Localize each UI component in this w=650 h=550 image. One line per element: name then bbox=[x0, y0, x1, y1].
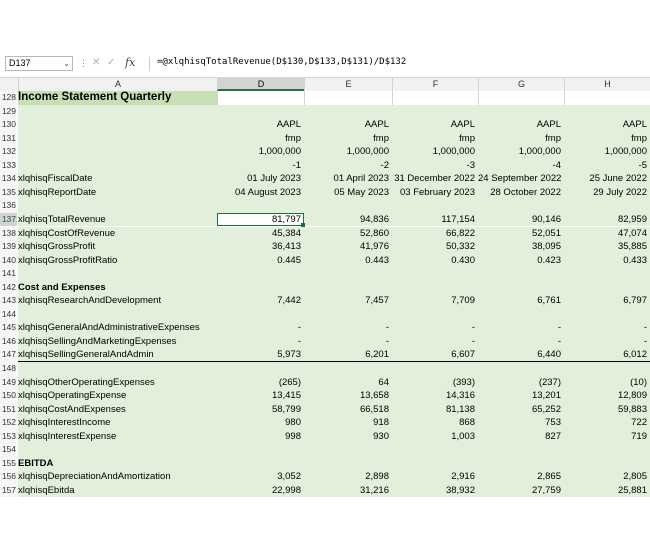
row-number[interactable]: 149 bbox=[0, 376, 17, 390]
cell-f[interactable]: 81,138 bbox=[445, 403, 475, 415]
table-row bbox=[0, 430, 650, 444]
table-row bbox=[0, 362, 650, 376]
cell-e[interactable]: 31,216 bbox=[359, 484, 389, 496]
cell-a[interactable] bbox=[18, 105, 217, 119]
cancel-icon[interactable]: ✕ bbox=[92, 57, 101, 68]
cell-a[interactable]: xlqhisqInterestExpense bbox=[18, 430, 117, 442]
formula-bar bbox=[0, 54, 650, 74]
table-row bbox=[0, 227, 650, 241]
cell-h[interactable] bbox=[564, 199, 650, 213]
cell-e[interactable]: - bbox=[385, 322, 389, 334]
cell-a[interactable]: xlqhisqCostAndExpenses bbox=[18, 403, 126, 415]
cell-e[interactable]: 52,860 bbox=[359, 227, 389, 239]
cell-f[interactable] bbox=[392, 457, 478, 471]
cell-h[interactable] bbox=[564, 105, 650, 119]
cell-f[interactable]: 31 December 2022 bbox=[394, 173, 475, 185]
cell-a[interactable] bbox=[18, 267, 217, 281]
cell-a[interactable]: Cost and Expenses bbox=[18, 281, 106, 293]
cell-e[interactable]: fmp bbox=[373, 132, 389, 144]
cell-e[interactable]: 41,976 bbox=[359, 241, 389, 253]
cell-h[interactable]: 25 June 2022 bbox=[589, 173, 647, 185]
cell-a[interactable]: xlqhisqDepreciationAndAmortization bbox=[18, 471, 171, 483]
cell-h[interactable]: 25,881 bbox=[617, 484, 647, 496]
cell-a[interactable]: xlqhisqGrossProfit bbox=[18, 241, 96, 253]
table-row bbox=[0, 416, 650, 430]
cell-a[interactable]: xlqhisqCostOfRevenue bbox=[18, 227, 116, 239]
cell-a[interactable] bbox=[18, 308, 217, 322]
cell-f[interactable] bbox=[392, 443, 478, 457]
table-row bbox=[0, 132, 650, 146]
row-number[interactable]: 144 bbox=[0, 308, 17, 322]
cell-f[interactable]: - bbox=[471, 335, 475, 347]
table-row bbox=[0, 254, 650, 268]
row-number[interactable]: 157 bbox=[0, 484, 17, 498]
formula-bar-divider bbox=[149, 57, 150, 71]
table-row bbox=[0, 308, 650, 322]
cell-h[interactable] bbox=[564, 457, 650, 471]
cell-e[interactable]: 94,836 bbox=[359, 213, 389, 225]
cell-g[interactable]: 52,051 bbox=[531, 227, 561, 239]
cell-g[interactable]: 827 bbox=[545, 430, 561, 442]
row-number[interactable]: 129 bbox=[0, 105, 17, 119]
row-number[interactable]: 135 bbox=[0, 186, 17, 200]
cell-g[interactable]: 27,759 bbox=[531, 484, 561, 496]
table-row bbox=[0, 335, 650, 349]
table-row bbox=[0, 403, 650, 417]
cell-h[interactable] bbox=[564, 308, 650, 322]
cell-d[interactable] bbox=[217, 281, 304, 295]
cell-f[interactable] bbox=[392, 281, 478, 295]
cell-d[interactable] bbox=[217, 362, 304, 376]
column-header-d[interactable]: D bbox=[217, 78, 304, 91]
cell-g[interactable]: 65,252 bbox=[531, 403, 561, 415]
cell-e[interactable]: 64 bbox=[378, 376, 389, 388]
cell-d[interactable]: - bbox=[297, 335, 301, 347]
cell-g[interactable]: - bbox=[557, 335, 561, 347]
cell-d[interactable]: 5,973 bbox=[277, 349, 301, 361]
cell-g[interactable]: 24 September 2022 bbox=[478, 173, 562, 185]
cell-d[interactable]: 0.445 bbox=[277, 254, 301, 266]
cell-a[interactable] bbox=[18, 145, 217, 159]
cell-h[interactable] bbox=[564, 281, 650, 295]
cell-g[interactable]: 2,865 bbox=[537, 471, 561, 483]
row-number[interactable]: 132 bbox=[0, 145, 17, 159]
row-number[interactable]: 145 bbox=[0, 321, 17, 335]
cell-f[interactable]: 7,709 bbox=[451, 295, 475, 307]
cell-g[interactable] bbox=[478, 91, 564, 105]
cell-e[interactable] bbox=[304, 281, 392, 295]
cell-d[interactable]: 998 bbox=[285, 430, 301, 442]
cell-h[interactable]: (10) bbox=[630, 376, 647, 388]
cell-f[interactable]: 14,316 bbox=[445, 390, 475, 402]
table-row bbox=[0, 281, 650, 295]
cell-f[interactable]: 868 bbox=[459, 417, 475, 429]
cell-f[interactable]: 38,932 bbox=[445, 484, 475, 496]
cell-f[interactable]: 1,003 bbox=[451, 430, 475, 442]
chevron-down-icon[interactable]: ⌄ bbox=[63, 59, 70, 68]
cell-e[interactable] bbox=[304, 267, 392, 281]
cell-e[interactable] bbox=[304, 443, 392, 457]
table-row bbox=[0, 172, 650, 186]
table-row bbox=[0, 294, 650, 308]
table-row bbox=[0, 457, 650, 471]
selected-cell[interactable]: 81,797 bbox=[217, 213, 304, 227]
cell-g[interactable]: 13,201 bbox=[531, 390, 561, 402]
cell-d[interactable]: 22,998 bbox=[271, 484, 301, 496]
cell-a[interactable]: xlqhisqGrossProfitRatio bbox=[18, 254, 118, 266]
cell-f[interactable] bbox=[392, 91, 478, 105]
cell-e[interactable]: AAPL bbox=[364, 119, 389, 131]
cell-f[interactable]: 0.430 bbox=[451, 254, 475, 266]
cell-h[interactable]: 82,959 bbox=[617, 213, 647, 225]
more-options-icon[interactable]: ⋮ bbox=[79, 58, 88, 68]
enter-icon[interactable]: ✓ bbox=[107, 57, 116, 68]
cell-d[interactable]: AAPL bbox=[276, 119, 301, 131]
cell-d[interactable] bbox=[217, 199, 304, 213]
cell-h[interactable] bbox=[564, 362, 650, 376]
cell-h[interactable]: 6,797 bbox=[623, 295, 647, 307]
cell-e[interactable]: - bbox=[385, 335, 389, 347]
cell-d[interactable]: 980 bbox=[285, 417, 301, 429]
cell-d[interactable]: 13,415 bbox=[271, 390, 301, 402]
row-number[interactable]: 136 bbox=[0, 199, 17, 213]
row-number[interactable]: 139 bbox=[0, 240, 17, 254]
cell-e[interactable]: 930 bbox=[373, 430, 389, 442]
cell-g[interactable]: AAPL bbox=[536, 119, 561, 131]
cell-a[interactable] bbox=[18, 443, 217, 457]
cell-a[interactable]: xlqhisqTotalRevenue bbox=[18, 213, 106, 225]
cell-a[interactable] bbox=[18, 362, 217, 376]
cell-a[interactable] bbox=[18, 199, 217, 213]
name-box-value: D137 bbox=[9, 58, 31, 68]
cell-e[interactable]: 2,898 bbox=[365, 471, 389, 483]
table-row bbox=[0, 267, 650, 281]
cell-d[interactable]: 01 July 2023 bbox=[247, 173, 301, 185]
cell-e[interactable]: 7,457 bbox=[365, 295, 389, 307]
row-number[interactable]: 150 bbox=[0, 389, 17, 403]
cell-a[interactable] bbox=[18, 159, 217, 173]
cell-h[interactable]: 12,809 bbox=[617, 390, 647, 402]
row-number[interactable]: 146 bbox=[0, 335, 17, 349]
cell-d[interactable] bbox=[217, 91, 304, 105]
cell-a[interactable]: Income Statement Quarterly bbox=[18, 91, 172, 103]
cell-g[interactable] bbox=[478, 199, 564, 213]
row-number[interactable]: 140 bbox=[0, 254, 17, 268]
row-number[interactable]: 152 bbox=[0, 416, 17, 430]
cell-f[interactable]: (393) bbox=[452, 376, 475, 388]
row-number[interactable]: 137 bbox=[0, 213, 17, 227]
table-row bbox=[0, 376, 650, 390]
cell-e[interactable] bbox=[304, 457, 392, 471]
cell-h[interactable]: 719 bbox=[631, 430, 647, 442]
cell-g[interactable]: -4 bbox=[552, 159, 561, 171]
cell-f[interactable]: 2,916 bbox=[451, 471, 475, 483]
cell-g[interactable] bbox=[478, 362, 564, 376]
cell-d[interactable]: 45,384 bbox=[271, 227, 301, 239]
cell-a[interactable] bbox=[18, 118, 217, 132]
cell-a[interactable]: xlqhisqOperatingExpense bbox=[18, 390, 127, 402]
column-header-f[interactable]: F bbox=[392, 78, 478, 91]
cell-g[interactable]: 753 bbox=[545, 417, 561, 429]
row-number[interactable]: 141 bbox=[0, 267, 17, 281]
table-row bbox=[0, 186, 650, 200]
row-number[interactable]: 134 bbox=[0, 172, 17, 186]
select-all-corner[interactable] bbox=[0, 78, 17, 91]
cell-d[interactable]: 04 August 2023 bbox=[234, 186, 301, 198]
row-number[interactable]: 138 bbox=[0, 227, 17, 241]
cell-e[interactable]: 01 April 2023 bbox=[333, 173, 389, 185]
cell-e[interactable] bbox=[304, 308, 392, 322]
cell-e[interactable]: 918 bbox=[373, 417, 389, 429]
row-number[interactable]: 151 bbox=[0, 403, 17, 417]
row-number[interactable]: 143 bbox=[0, 294, 17, 308]
cell-e[interactable] bbox=[304, 105, 392, 119]
table-row bbox=[0, 199, 650, 213]
column-header-h[interactable]: H bbox=[564, 78, 650, 91]
cell-a[interactable]: xlqhisqSellingGeneralAndAdmin bbox=[18, 349, 154, 361]
table-row bbox=[0, 213, 650, 227]
row-number[interactable]: 148 bbox=[0, 362, 17, 376]
cell-f[interactable]: 50,332 bbox=[445, 241, 475, 253]
table-row bbox=[0, 470, 650, 484]
cell-f[interactable] bbox=[392, 105, 478, 119]
row-number[interactable]: 153 bbox=[0, 430, 17, 444]
cell-h[interactable]: - bbox=[643, 335, 647, 347]
column-header-g[interactable]: G bbox=[478, 78, 564, 91]
cell-g[interactable]: 0.423 bbox=[537, 254, 561, 266]
cell-h[interactable]: 29 July 2022 bbox=[593, 186, 647, 198]
cell-h[interactable]: 0.433 bbox=[623, 254, 647, 266]
cell-d[interactable] bbox=[217, 308, 304, 322]
table-row bbox=[0, 105, 650, 119]
cell-e[interactable]: -2 bbox=[380, 159, 389, 171]
table-row bbox=[0, 159, 650, 173]
cell-e[interactable]: 1,000,000 bbox=[346, 146, 389, 158]
column-headers bbox=[0, 77, 650, 92]
table-row bbox=[0, 145, 650, 159]
cell-g[interactable] bbox=[478, 281, 564, 295]
cell-g[interactable] bbox=[478, 267, 564, 281]
cell-h[interactable]: 722 bbox=[631, 417, 647, 429]
function-icon[interactable]: fx bbox=[125, 56, 136, 69]
cell-a[interactable]: EBITDA bbox=[18, 457, 54, 469]
cell-e[interactable] bbox=[304, 199, 392, 213]
cell-a[interactable]: xlqhisqSellingAndMarketingExpenses bbox=[18, 335, 177, 347]
cell-d[interactable]: fmp bbox=[285, 132, 301, 144]
formula-input[interactable]: =@xlqhisqTotalRevenue(D$130,D$133,D$131)/D$132 bbox=[157, 57, 407, 67]
cell-d[interactable] bbox=[217, 457, 304, 471]
cell-h[interactable]: 6,012 bbox=[623, 349, 647, 361]
row-number[interactable]: 142 bbox=[0, 281, 17, 295]
cell-h[interactable] bbox=[564, 267, 650, 281]
cell-h[interactable]: 2,805 bbox=[623, 471, 647, 483]
cell-h[interactable] bbox=[564, 91, 650, 105]
row-number[interactable]: 154 bbox=[0, 443, 17, 457]
cell-e[interactable] bbox=[304, 362, 392, 376]
cell-g[interactable]: fmp bbox=[545, 132, 561, 144]
cell-a[interactable]: xlqhisqGeneralAndAdministrativeExpenses bbox=[18, 322, 200, 334]
cell-g[interactable] bbox=[478, 457, 564, 471]
name-box[interactable] bbox=[5, 56, 73, 71]
cell-h[interactable]: - bbox=[643, 322, 647, 334]
cell-e[interactable]: 05 May 2023 bbox=[334, 186, 389, 198]
cell-f[interactable]: -3 bbox=[466, 159, 475, 171]
table-row bbox=[0, 348, 650, 362]
row-number[interactable]: 155 bbox=[0, 457, 17, 471]
table-row bbox=[0, 91, 650, 105]
column-header-a[interactable]: A bbox=[18, 78, 217, 91]
cell-g[interactable]: (237) bbox=[538, 376, 561, 388]
cell-d[interactable] bbox=[217, 267, 304, 281]
cell-a[interactable]: xlqhisqResearchAndDevelopment bbox=[18, 295, 162, 307]
cell-d[interactable]: 3,052 bbox=[277, 471, 301, 483]
cell-f[interactable]: 1,000,000 bbox=[432, 146, 475, 158]
cell-e[interactable]: 0.443 bbox=[365, 254, 389, 266]
cell-d[interactable]: - bbox=[297, 322, 301, 334]
cell-g[interactable]: 90,146 bbox=[531, 213, 561, 225]
cell-a[interactable]: xlqhisqOtherOperatingExpenses bbox=[18, 376, 155, 388]
row-number[interactable]: 130 bbox=[0, 118, 17, 132]
cell-f[interactable]: 6,607 bbox=[451, 349, 475, 361]
table-row bbox=[0, 240, 650, 254]
cell-h[interactable]: AAPL bbox=[622, 119, 647, 131]
table-row bbox=[0, 484, 650, 498]
cell-f[interactable] bbox=[392, 308, 478, 322]
cell-d[interactable] bbox=[217, 443, 304, 457]
cell-f[interactable] bbox=[392, 267, 478, 281]
cell-h[interactable]: -5 bbox=[638, 159, 647, 171]
cell-e[interactable] bbox=[304, 91, 392, 105]
cell-f[interactable]: 117,154 bbox=[441, 213, 475, 225]
cell-g[interactable]: 1,000,000 bbox=[518, 146, 561, 158]
cell-d[interactable]: 58,799 bbox=[271, 403, 301, 415]
cell-g[interactable]: 6,761 bbox=[537, 295, 561, 307]
cell-h[interactable]: 47,074 bbox=[617, 227, 647, 239]
cell-f[interactable]: fmp bbox=[459, 132, 475, 144]
cell-e[interactable]: 66,518 bbox=[359, 403, 389, 415]
cell-d[interactable]: (265) bbox=[278, 376, 301, 388]
row-number[interactable]: 156 bbox=[0, 470, 17, 484]
cell-g[interactable]: 38,095 bbox=[531, 241, 561, 253]
cell-g[interactable] bbox=[478, 308, 564, 322]
table-row bbox=[0, 118, 650, 132]
cell-e[interactable]: 13,658 bbox=[359, 390, 389, 402]
table-row bbox=[0, 443, 650, 457]
cell-g[interactable]: - bbox=[557, 322, 561, 334]
table-row bbox=[0, 321, 650, 335]
cell-d[interactable]: -1 bbox=[292, 159, 301, 171]
cell-d[interactable] bbox=[217, 105, 304, 119]
cell-d[interactable]: 1,000,000 bbox=[258, 146, 301, 158]
cell-h[interactable]: 1,000,000 bbox=[604, 146, 647, 158]
cell-f[interactable]: 03 February 2023 bbox=[400, 186, 475, 198]
row-number[interactable]: 131 bbox=[0, 132, 17, 146]
cell-h[interactable]: 35,885 bbox=[617, 241, 647, 253]
column-header-e[interactable]: E bbox=[304, 78, 392, 91]
cell-g[interactable] bbox=[478, 105, 564, 119]
cell-e[interactable]: 6,201 bbox=[365, 349, 389, 361]
row-number[interactable]: 128 bbox=[0, 91, 17, 105]
cell-g[interactable]: 6,440 bbox=[537, 349, 561, 361]
cell-a[interactable]: xlqhisqFiscalDate bbox=[18, 173, 93, 185]
cell-f[interactable]: AAPL bbox=[450, 119, 475, 131]
cell-f[interactable]: - bbox=[471, 322, 475, 334]
cell-f[interactable]: 66,822 bbox=[445, 227, 475, 239]
table-row bbox=[0, 389, 650, 403]
cell-d[interactable]: 7,442 bbox=[277, 295, 301, 307]
cell-a[interactable]: xlqhisqReportDate bbox=[18, 186, 97, 198]
cell-f[interactable] bbox=[392, 362, 478, 376]
row-number[interactable]: 147 bbox=[0, 348, 17, 362]
cell-h[interactable]: fmp bbox=[631, 132, 647, 144]
cell-a[interactable]: xlqhisqInterestIncome bbox=[18, 417, 111, 429]
cell-a[interactable] bbox=[18, 132, 217, 146]
cell-h[interactable]: 59,883 bbox=[617, 403, 647, 415]
row-number[interactable]: 133 bbox=[0, 159, 17, 173]
cell-g[interactable] bbox=[478, 443, 564, 457]
cell-g[interactable]: 28 October 2022 bbox=[490, 186, 561, 198]
cell-h[interactable] bbox=[564, 443, 650, 457]
cell-a[interactable]: xlqhisqEbitda bbox=[18, 484, 75, 496]
cell-d[interactable]: 36,413 bbox=[271, 241, 301, 253]
cell-f[interactable] bbox=[392, 199, 478, 213]
